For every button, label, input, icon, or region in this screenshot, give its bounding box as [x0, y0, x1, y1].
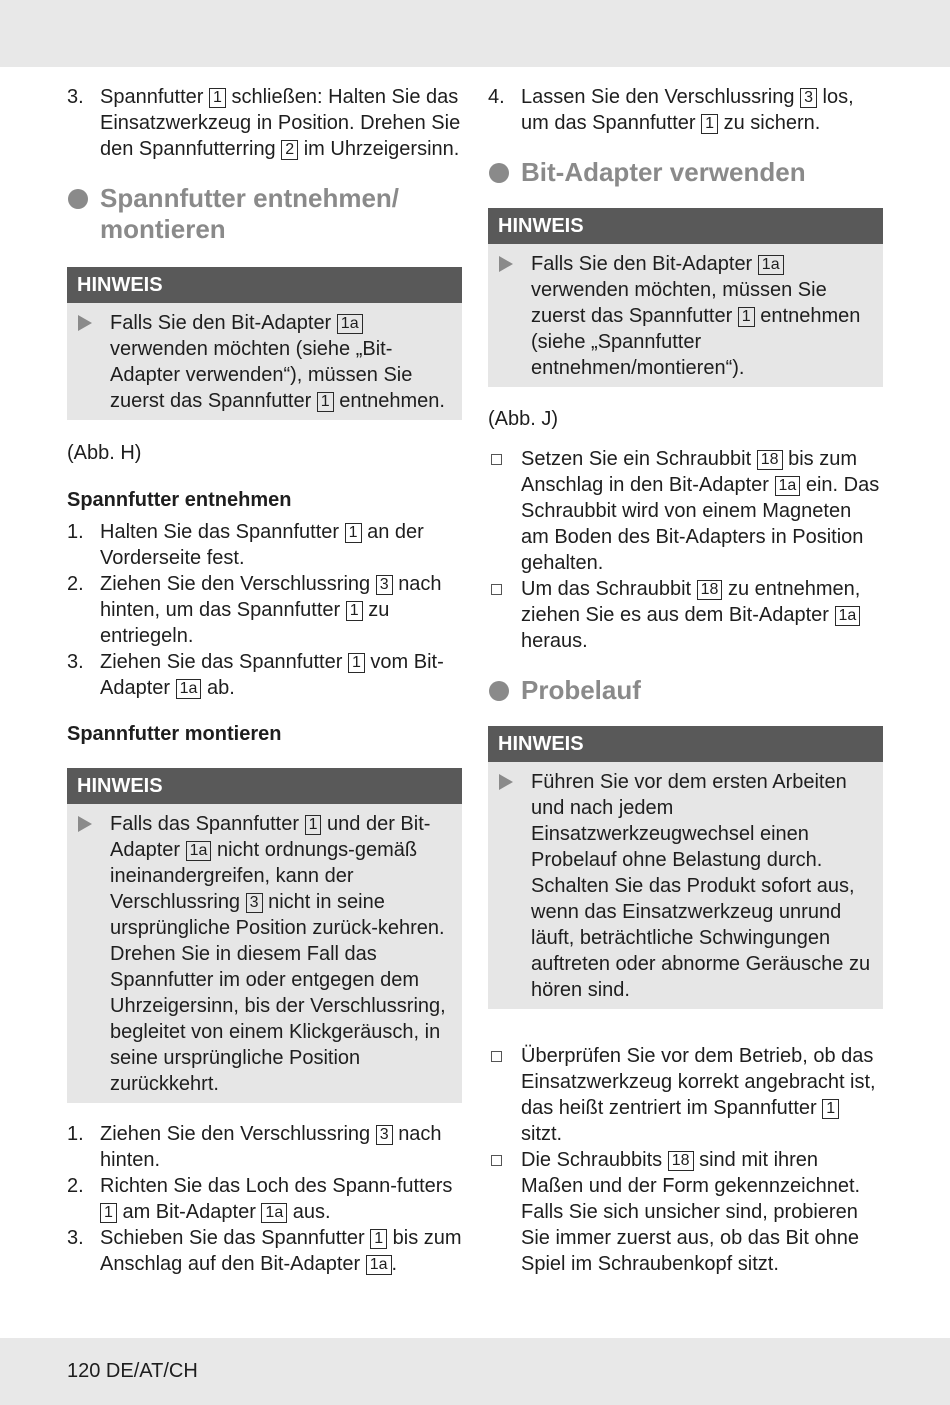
remove-step-list — [67, 519, 462, 701]
bullet-dot-icon — [489, 681, 509, 701]
part-ref: 1 — [345, 523, 362, 543]
note-body: Falls das Spannfutter 1 und der Bit-Adapter 1a nicht ordnungs-gemäß ineinandergreifen, kann der Verschlussring 3 nicht in seine ursprüngliche Position zurück-kehren. Drehen Sie in diesem Fall das Spannfutter im oder entgegen dem Uhrzeigersinn, bis der Verschlussring, begleitet von einem Klickgeräusch, in seine ursprüngliche Position zurückkehrt. — [67, 804, 462, 1103]
list-item: Überprüfen Sie vor dem Betrieb, ob das Einsatzwerkzeug korrekt angebracht ist, das heißt zentriert im Spannfutter 1 sitzt. — [488, 1043, 883, 1147]
note-header: HINWEIS — [67, 768, 462, 804]
mount-step-list — [67, 1121, 462, 1277]
note-header: HINWEIS — [67, 267, 462, 303]
list-item: 4. Lassen Sie den Verschlussring 3 los, um das Spannfutter 1 zu sichern. — [488, 86, 854, 134]
figure-ref: (Abb. J) — [488, 408, 559, 430]
part-ref: 18 — [668, 1151, 694, 1171]
section-heading: Probelauf — [488, 675, 883, 706]
note-body: Falls Sie den Bit-Adapter 1a verwenden möchten (siehe „Bit-Adapter verwenden“), müssen Sie zuerst das Spannfutter 1 entnehmen. — [67, 303, 462, 420]
list-item: 1. Ziehen Sie den Verschlussring 3 nach hinten. — [67, 1123, 442, 1171]
part-ref: 2 — [281, 140, 298, 160]
part-ref: 3 — [376, 1125, 393, 1145]
note-box — [488, 208, 883, 387]
checkbox-bullet-icon — [491, 454, 502, 465]
list-item: 3. Ziehen Sie das Spannfutter 1 vom Bit-Adapter 1a ab. — [67, 651, 444, 699]
list-item: Um das Schraubbit 18 zu entnehmen, ziehen Sie es aus dem Bit-Adapter 1a heraus. — [488, 576, 883, 654]
note-header: HINWEIS — [488, 726, 883, 762]
part-ref: 1 — [822, 1099, 839, 1119]
list-item: 2. Richten Sie das Loch des Spann-futters 1 am Bit-Adapter 1a aus. — [67, 1175, 453, 1223]
part-ref: 1a — [775, 476, 801, 496]
right-column — [488, 84, 883, 1277]
part-ref: 1 — [317, 392, 334, 412]
list-item: 1. Halten Sie das Spannfutter 1 an der Vorderseite fest. — [67, 521, 424, 569]
page-number: 120 DE/AT/CH — [67, 1360, 198, 1382]
check-instruction-list — [488, 1043, 883, 1277]
bullet-dot-icon — [68, 189, 88, 209]
checkbox-bullet-icon — [491, 1155, 502, 1166]
footer-bar — [0, 1338, 950, 1405]
part-ref: 1a — [176, 679, 202, 699]
part-ref: 1 — [305, 815, 322, 835]
bullet-dot-icon — [489, 163, 509, 183]
part-ref: 1a — [261, 1203, 287, 1223]
lock-step-list — [488, 84, 883, 136]
part-ref: 1a — [835, 606, 861, 626]
note-box — [67, 768, 462, 1103]
bit-instruction-list — [488, 446, 883, 654]
triangle-bullet-icon — [499, 774, 513, 790]
part-ref: 3 — [246, 893, 263, 913]
triangle-bullet-icon — [78, 816, 92, 832]
part-ref: 3 — [376, 575, 393, 595]
triangle-bullet-icon — [499, 256, 513, 272]
part-ref: 1 — [348, 653, 365, 673]
note-box — [67, 267, 462, 420]
part-ref: 1a — [186, 841, 212, 861]
part-ref: 1 — [738, 307, 755, 327]
part-ref: 1 — [701, 114, 718, 134]
triangle-bullet-icon — [78, 315, 92, 331]
part-ref: 18 — [697, 580, 723, 600]
part-ref: 1a — [337, 314, 363, 334]
part-ref: 1 — [100, 1203, 117, 1223]
list-item: 3. Schieben Sie das Spannfutter 1 bis zum Anschlag auf den Bit-Adapter 1a . — [67, 1227, 462, 1275]
section-heading: Bit-Adapter verwenden — [488, 157, 883, 188]
list-item: 3. Spannfutter 1 schließen: Halten Sie das Einsatzwerkzeug in Position. Drehen Sie den Spannfutterring 2 im Uhrzeigersinn. — [67, 86, 461, 160]
part-ref: 1a — [758, 255, 784, 275]
note-header: HINWEIS — [488, 208, 883, 244]
checkbox-bullet-icon — [491, 1051, 502, 1062]
subheading: Spannfutter entnehmen — [67, 489, 292, 511]
list-item: 2. Ziehen Sie den Verschlussring 3 nach hinten, um das Spannfutter 1 zu entriegeln. — [67, 573, 442, 647]
note-body: Führen Sie vor dem ersten Arbeiten und nach jedem Einsatzwerkzeugwechsel einen Probelauf ohne Belastung durch. Schalten Sie das Produkt sofort aus, wenn das Einsatzwerkzeug unrund läuft, beträchtliche Schwingungen auftreten oder abnorme Geräusche zu hören sind. — [488, 762, 883, 1009]
part-ref: 1 — [370, 1229, 387, 1249]
list-item: Die Schraubbits 18 sind mit ihren Maßen und der Form gekennzeichnet. Falls Sie sich unsicher sind, probieren Sie immer zuerst aus, ob das Bit ohne Spiel im Schraubenkopf sitzt. — [488, 1147, 883, 1277]
subheading: Spannfutter montieren — [67, 723, 282, 745]
note-box — [488, 726, 883, 1009]
list-item: Setzen Sie ein Schraubbit 18 bis zum Anschlag in den Bit-Adapter 1a ein. Das Schraubbit wird von einem Magneten am Boden des Bit-Adapters in Position gehalten. — [488, 446, 883, 576]
section-heading: Spannfutter entnehmen/ montieren — [67, 183, 462, 245]
top-bar — [0, 0, 950, 67]
closing-step-list — [67, 84, 462, 162]
figure-ref: (Abb. H) — [67, 442, 142, 464]
part-ref: 1 — [209, 88, 226, 108]
note-body: Falls Sie den Bit-Adapter 1a verwenden möchten, müssen Sie zuerst das Spannfutter 1 entnehmen (siehe „Spannfutter entnehmen/montieren“). — [488, 244, 883, 387]
left-column — [67, 84, 462, 1277]
checkbox-bullet-icon — [491, 584, 502, 595]
part-ref: 1 — [346, 601, 363, 621]
part-ref: 1a — [366, 1255, 392, 1275]
part-ref: 18 — [757, 450, 783, 470]
part-ref: 3 — [800, 88, 817, 108]
